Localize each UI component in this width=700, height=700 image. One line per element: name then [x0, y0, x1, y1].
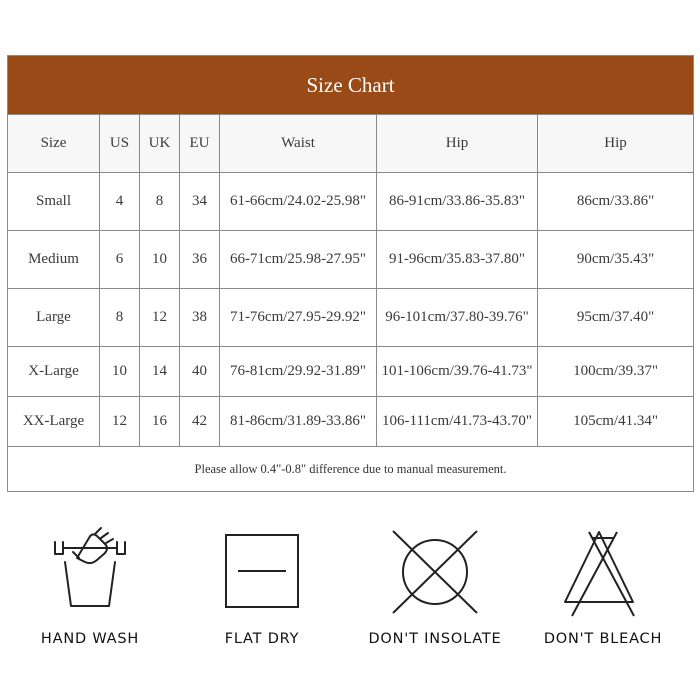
table-cell: 90cm/35.43"	[538, 231, 694, 289]
column-header-uk: UK	[140, 115, 180, 173]
table-row	[8, 289, 694, 347]
hand-wash-icon	[5, 520, 175, 620]
table-cell: 10	[140, 231, 180, 289]
care-label: FLAT DRY	[224, 631, 300, 647]
table-cell: 36	[180, 231, 220, 289]
column-header-eu: EU	[180, 115, 220, 173]
care-label: DON'T INSOLATE	[368, 631, 502, 647]
table-row	[8, 347, 694, 397]
size-chart-table	[7, 55, 694, 492]
table-cell: 6	[100, 231, 140, 289]
table-cell: 16	[140, 397, 180, 447]
flat-dry-icon	[177, 520, 347, 620]
column-header-hip: Hip	[377, 115, 538, 173]
table-cell: X-Large	[8, 347, 100, 397]
table-cell: Small	[8, 173, 100, 231]
dont-bleach-icon	[518, 520, 688, 620]
table-row	[8, 231, 694, 289]
table-cell: 38	[180, 289, 220, 347]
table-cell: Medium	[8, 231, 100, 289]
table-cell: 86cm/33.86"	[538, 173, 694, 231]
table-cell: 86-91cm/33.86-35.83"	[377, 173, 538, 231]
table-row	[8, 397, 694, 447]
care-dont-insolate	[350, 520, 520, 670]
care-label: HAND WASH	[40, 631, 140, 647]
table-cell: 14	[140, 347, 180, 397]
table-cell: 34	[180, 173, 220, 231]
table-cell: 96-101cm/37.80-39.76"	[377, 289, 538, 347]
table-cell: 61-66cm/24.02-25.98"	[220, 173, 377, 231]
care-dont-bleach	[518, 520, 688, 670]
table-row	[8, 173, 694, 231]
table-cell: 100cm/39.37"	[538, 347, 694, 397]
measurement-note: Please allow 0.4"-0.8" difference due to manual measurement.	[8, 447, 694, 492]
chart-title: Size Chart	[8, 56, 694, 115]
table-cell: 8	[100, 289, 140, 347]
table-cell: 8	[140, 173, 180, 231]
table-cell: 10	[100, 347, 140, 397]
table-cell: 105cm/41.34"	[538, 397, 694, 447]
table-cell: 101-106cm/39.76-41.73"	[377, 347, 538, 397]
table-cell: 4	[100, 173, 140, 231]
table-cell: 42	[180, 397, 220, 447]
care-hand-wash	[5, 520, 175, 670]
dont-insolate-icon	[350, 520, 520, 620]
table-cell: 95cm/37.40"	[538, 289, 694, 347]
table-cell: XX-Large	[8, 397, 100, 447]
table-cell: 81-86cm/31.89-33.86"	[220, 397, 377, 447]
table-cell: Large	[8, 289, 100, 347]
header-row	[8, 115, 694, 173]
column-header-hip-2: Hip	[538, 115, 694, 173]
table-cell: 66-71cm/25.98-27.95"	[220, 231, 377, 289]
table-cell: 106-111cm/41.73-43.70"	[377, 397, 538, 447]
column-header-waist: Waist	[220, 115, 377, 173]
care-flat-dry	[177, 520, 347, 670]
column-header-size: Size	[8, 115, 100, 173]
column-header-us: US	[100, 115, 140, 173]
table-cell: 12	[100, 397, 140, 447]
table-cell: 91-96cm/35.83-37.80"	[377, 231, 538, 289]
table-cell: 40	[180, 347, 220, 397]
table-cell: 12	[140, 289, 180, 347]
care-label: DON'T BLEACH	[543, 631, 663, 647]
table-cell: 71-76cm/27.95-29.92"	[220, 289, 377, 347]
table-cell: 76-81cm/29.92-31.89"	[220, 347, 377, 397]
